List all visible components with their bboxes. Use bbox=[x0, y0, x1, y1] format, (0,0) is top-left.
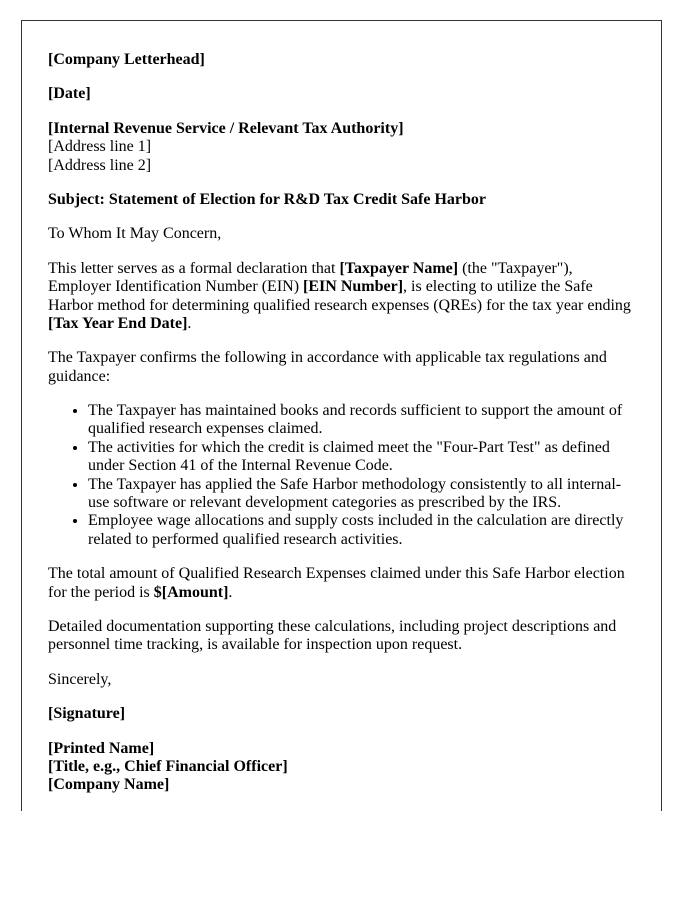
recipient-block bbox=[48, 120, 635, 175]
date-line: [Date] bbox=[48, 85, 91, 103]
declaration-text-2: (the "Taxpayer"), Employer Identification Number (EIN) bbox=[48, 259, 573, 296]
signature-placeholder: [Signature] bbox=[48, 705, 126, 723]
taxpayer-name-placeholder: [Taxpayer Name] bbox=[339, 259, 459, 277]
tax-year-end-placeholder: [Tax Year End Date] bbox=[48, 314, 188, 332]
recipient-authority: [Internal Revenue Service / Relevant Tax Authority] bbox=[48, 119, 404, 137]
recipient-address-line-2: [Address line 2] bbox=[48, 156, 152, 174]
list-item: • The activities for which the credit is claimed meet the "Four-Part Test" as defined under Section 41 of the Internal Revenue Code. bbox=[88, 439, 635, 476]
company-name-placeholder: [Company Name] bbox=[48, 776, 170, 794]
subject-line: Subject: Statement of Election for R&D Tax Credit Safe Harbor bbox=[48, 190, 487, 208]
total-qre-text-1: The total amount of Qualified Research Expenses claimed under this Safe Harbor election for the period is bbox=[48, 565, 625, 601]
ein-number-placeholder: [EIN Number] bbox=[303, 278, 404, 296]
declaration-text-1: This letter serves as a formal declaration that bbox=[48, 259, 340, 277]
letter-page bbox=[21, 20, 662, 811]
printed-name-placeholder: [Printed Name] bbox=[48, 739, 155, 757]
documentation-note: Detailed documentation supporting these calculations, including project descriptions and personnel time tracking, is available for inspection upon request. bbox=[48, 617, 617, 654]
salutation: To Whom It May Concern, bbox=[48, 225, 222, 243]
title-placeholder: [Title, e.g., Chief Financial Officer] bbox=[48, 757, 288, 775]
closing: Sincerely, bbox=[48, 670, 112, 688]
list-item: • The Taxpayer has applied the Safe Harbor methodology consistently to all internal-use software or relevant development categories as prescribed by the IRS. bbox=[88, 476, 635, 513]
total-qre-paragraph bbox=[48, 565, 635, 602]
recipient-address-line-1: [Address line 1] bbox=[48, 138, 152, 156]
confirmation-list bbox=[48, 402, 635, 549]
list-item: • The Taxpayer has maintained books and records sufficient to support the amount of qualified research expenses claimed. bbox=[88, 402, 635, 439]
amount-placeholder: $[Amount] bbox=[153, 583, 229, 601]
declaration-text-4: . bbox=[187, 314, 192, 332]
declaration-paragraph bbox=[48, 260, 635, 334]
declaration-text-3: , is electing to utilize the Safe Harbor method for determining qualified research expenses (QREs) for the tax year ending bbox=[48, 278, 631, 314]
list-item: • Employee wage allocations and supply costs included in the calculation are directly related to performed qualified research activities. bbox=[88, 512, 635, 549]
signoff-block bbox=[48, 740, 635, 795]
company-letterhead: [Company Letterhead] bbox=[48, 51, 205, 68]
total-qre-text-2: . bbox=[228, 583, 233, 601]
confirmation-intro: The Taxpayer confirms the following in accordance with applicable tax regulations and guidance: bbox=[48, 349, 607, 385]
